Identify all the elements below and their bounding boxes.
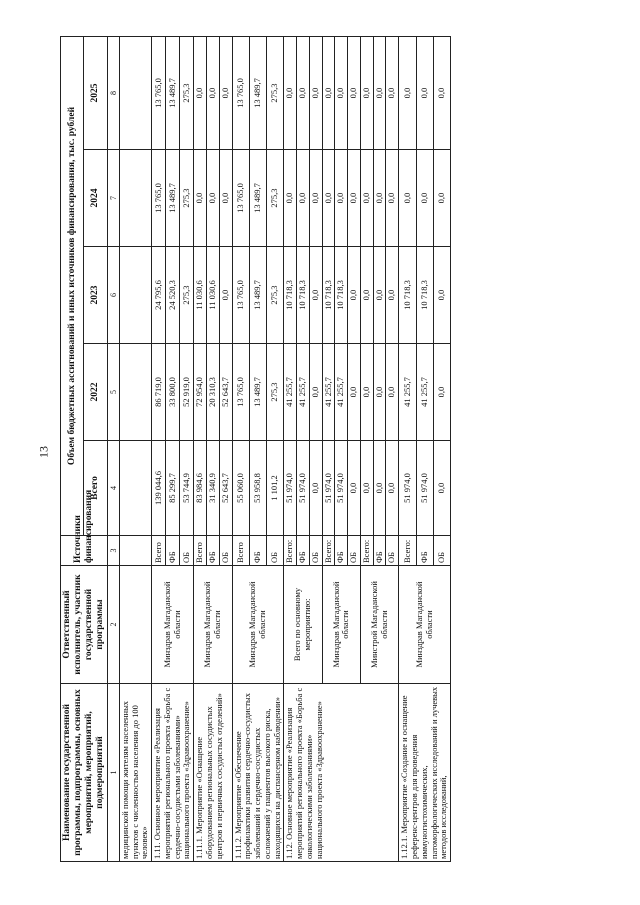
- funding-value: 0,0: [386, 441, 399, 536]
- continuation-text: медицинской помощи жителям населенных пунктов с численностью населения до 100 человек»: [119, 684, 151, 862]
- responsible-executor: Минздрав Магаданской области: [399, 566, 451, 684]
- funding-value: 0,0: [360, 36, 373, 149]
- funding-value: 13 489,7: [249, 247, 266, 344]
- funding-value: 0,0: [373, 247, 386, 344]
- funding-value: 0,0: [433, 36, 450, 149]
- funding-value: 11 030,6: [207, 247, 220, 344]
- funding-value: 51 974,0: [416, 441, 433, 536]
- funding-value: 0,0: [373, 441, 386, 536]
- funding-value: 0,0: [322, 150, 335, 247]
- funding-value: 0,0: [348, 247, 361, 344]
- activity-name: 1.12.1. Мероприятие «Создание и оснащение референс-центров для проведения иммуногистохимических, патоморфологических исследований и лучевых методов исследований,: [399, 684, 451, 862]
- funding-source: Всего: [152, 536, 166, 566]
- funding-value: 10 718,3: [297, 247, 310, 344]
- funding-value: 0,0: [433, 344, 450, 441]
- funding-value: 275,3: [267, 247, 284, 344]
- funding-value: 13 765,0: [232, 344, 249, 441]
- funding-value: 0,0: [433, 150, 450, 247]
- funding-value: 13 489,7: [166, 150, 180, 247]
- empty-cell: [119, 150, 151, 247]
- funding-value: 24 520,3: [166, 247, 180, 344]
- funding-value: 0,0: [309, 247, 322, 344]
- page-number: 13: [36, 446, 51, 458]
- funding-value: 0,0: [416, 150, 433, 247]
- funding-value: 0,0: [309, 344, 322, 441]
- funding-value: 13 765,0: [232, 150, 249, 247]
- funding-value: 0,0: [194, 150, 207, 247]
- funding-value: 0,0: [219, 247, 232, 344]
- funding-value: 0,0: [386, 150, 399, 247]
- funding-value: 0,0: [360, 344, 373, 441]
- funding-value: 0,0: [297, 36, 310, 149]
- funding-source: ФБ: [373, 536, 386, 566]
- funding-source: ОБ: [348, 536, 361, 566]
- empty-cell: [119, 566, 151, 684]
- funding-value: 52 919,0: [180, 344, 194, 441]
- funding-value: 53 744,9: [180, 441, 194, 536]
- funding-value: 55 060,0: [232, 441, 249, 536]
- header-year-total: Всего: [84, 441, 107, 536]
- header-name: Наименование государственной программы, подпрограммы, основных мероприятий, мероприятий, подмероприятий: [61, 684, 108, 862]
- table-row: [284, 36, 297, 861]
- funding-source: ФБ: [297, 536, 310, 566]
- funding-value: 41 255,7: [399, 344, 416, 441]
- funding-value: 275,3: [180, 36, 194, 149]
- funding-value: 0,0: [219, 36, 232, 149]
- funding-value: 0,0: [207, 150, 220, 247]
- funding-source: ФБ: [335, 536, 348, 566]
- funding-value: 51 974,0: [297, 441, 310, 536]
- funding-source: ФБ: [416, 536, 433, 566]
- funding-value: 20 310,3: [207, 344, 220, 441]
- funding-source: Всего:: [399, 536, 416, 566]
- funding-value: 13 489,7: [249, 344, 266, 441]
- funding-value: 13 765,0: [152, 150, 166, 247]
- funding-value: 0,0: [360, 441, 373, 536]
- empty-cell: [119, 247, 151, 344]
- responsible-executor: Минздрав Магаданской области: [232, 566, 284, 684]
- funding-value: 53 958,8: [249, 441, 266, 536]
- funding-source: ОБ: [386, 536, 399, 566]
- header-row-1: [61, 36, 84, 861]
- funding-value: 0,0: [348, 36, 361, 149]
- funding-source: Всего: [232, 536, 249, 566]
- funding-value: 33 800,0: [166, 344, 180, 441]
- funding-value: 0,0: [373, 344, 386, 441]
- rotated-table-container: [60, 37, 620, 862]
- empty-cell: [119, 344, 151, 441]
- funding-value: 0,0: [219, 150, 232, 247]
- funding-value: 0,0: [348, 441, 361, 536]
- funding-value: 11 030,6: [194, 247, 207, 344]
- column-number-row: [107, 36, 119, 861]
- funding-table: [60, 36, 451, 862]
- funding-value: 13 489,7: [166, 36, 180, 149]
- funding-source: ФБ: [207, 536, 220, 566]
- funding-value: 41 255,7: [284, 344, 297, 441]
- funding-source: Всего: [194, 536, 207, 566]
- funding-value: 275,3: [267, 150, 284, 247]
- funding-value: 41 255,7: [416, 344, 433, 441]
- header-funding-title: Объем бюджетных ассигнований и иных источников финансирования, тыс. рублей: [61, 36, 84, 535]
- funding-value: 275,3: [180, 150, 194, 247]
- funding-value: 0,0: [297, 150, 310, 247]
- funding-value: 52 643,7: [219, 344, 232, 441]
- funding-value: 31 340,9: [207, 441, 220, 536]
- funding-value: 10 718,3: [322, 247, 335, 344]
- funding-source: ОБ: [219, 536, 232, 566]
- table-row: [194, 36, 207, 861]
- funding-value: 72 954,0: [194, 344, 207, 441]
- funding-value: 0,0: [399, 150, 416, 247]
- continuation-row: [119, 36, 151, 861]
- funding-value: 41 255,7: [322, 344, 335, 441]
- funding-value: 0,0: [386, 344, 399, 441]
- funding-value: 0,0: [373, 150, 386, 247]
- responsible-executor: Всего по основному мероприятию:: [284, 566, 322, 684]
- funding-value: 13 489,7: [249, 150, 266, 247]
- funding-value: 0,0: [433, 441, 450, 536]
- funding-value: 41 255,7: [335, 344, 348, 441]
- funding-value: 24 795,6: [152, 247, 166, 344]
- funding-value: 51 974,0: [322, 441, 335, 536]
- funding-value: 0,0: [207, 36, 220, 149]
- funding-value: 139 044,6: [152, 441, 166, 536]
- col-number: 3: [107, 536, 119, 566]
- header-year-2022: 2022: [84, 344, 107, 441]
- responsible-executor: Минстрой Магаданской области: [360, 566, 398, 684]
- table-body: [61, 36, 451, 861]
- col-number: 6: [107, 247, 119, 344]
- funding-source: Всего:: [360, 536, 373, 566]
- funding-value: 0,0: [284, 150, 297, 247]
- header-source: Источники финансирования: [61, 536, 108, 566]
- funding-source: ОБ: [309, 536, 322, 566]
- col-number: 8: [107, 36, 119, 149]
- funding-value: 1 101,2: [267, 441, 284, 536]
- funding-value: 0,0: [335, 150, 348, 247]
- funding-value: 0,0: [416, 36, 433, 149]
- funding-value: 0,0: [309, 150, 322, 247]
- header-year-2025: 2025: [84, 36, 107, 149]
- empty-cell: [119, 536, 151, 566]
- funding-value: 10 718,3: [416, 247, 433, 344]
- funding-source: Всего:: [322, 536, 335, 566]
- header-year-2023: 2023: [84, 247, 107, 344]
- funding-value: 275,3: [267, 36, 284, 149]
- table-row: [152, 36, 166, 861]
- funding-value: 0,0: [309, 36, 322, 149]
- funding-value: 51 974,0: [335, 441, 348, 536]
- header-responsible: Ответственный исполнитель, участник государственной программы: [61, 566, 108, 684]
- funding-value: 0,0: [360, 150, 373, 247]
- funding-value: 0,0: [194, 36, 207, 149]
- col-number: 1: [107, 684, 119, 862]
- funding-source: ФБ: [249, 536, 266, 566]
- funding-value: 10 718,3: [335, 247, 348, 344]
- empty-cell: [119, 441, 151, 536]
- funding-value: 51 974,0: [284, 441, 297, 536]
- funding-value: 13 765,0: [232, 36, 249, 149]
- funding-value: 0,0: [322, 36, 335, 149]
- funding-value: 0,0: [309, 441, 322, 536]
- funding-value: 10 718,3: [284, 247, 297, 344]
- activity-name: 1.12. Основное мероприятие «Реализация мероприятий регионального проекта «Борьба с онкологическими заболеваниями» национального проекта «Здравоохранение»: [284, 684, 399, 862]
- funding-source: Всего:: [284, 536, 297, 566]
- col-number: 2: [107, 566, 119, 684]
- activity-name: 1.11. Основное мероприятие «Реализация мероприятий регионального проекта «Борьба с сердечно-сосудистыми заболеваниями» национального проекта «Здравоохранение»: [152, 684, 194, 862]
- col-number: 7: [107, 150, 119, 247]
- funding-value: 0,0: [360, 247, 373, 344]
- funding-value: 0,0: [386, 247, 399, 344]
- funding-value: 0,0: [348, 150, 361, 247]
- funding-value: 85 299,7: [166, 441, 180, 536]
- funding-value: 275,3: [267, 344, 284, 441]
- col-number: 5: [107, 344, 119, 441]
- funding-value: 83 984,6: [194, 441, 207, 536]
- funding-value: 13 765,0: [152, 36, 166, 149]
- header-year-2024: 2024: [84, 150, 107, 247]
- responsible-executor: Минздрав Магаданской области: [152, 566, 194, 684]
- funding-value: 275,3: [180, 247, 194, 344]
- responsible-executor: Минздрав Магаданской области: [194, 566, 232, 684]
- funding-value: 0,0: [284, 36, 297, 149]
- funding-source: ФБ: [166, 536, 180, 566]
- funding-value: 0,0: [348, 344, 361, 441]
- funding-value: 41 255,7: [297, 344, 310, 441]
- funding-value: 0,0: [373, 36, 386, 149]
- funding-value: 13 765,0: [232, 247, 249, 344]
- responsible-executor: Минздрав Магаданской области: [322, 566, 360, 684]
- funding-value: 0,0: [335, 36, 348, 149]
- table-row: [399, 36, 416, 861]
- funding-value: 86 719,0: [152, 344, 166, 441]
- activity-name: 1.11.2. Мероприятие «Обеспечение профилактики развития сердечно-сосудистых заболеваний и сердечно-сосудистых осложнений у пациентов высокого риска, находящихся на диспансерном наблюдении»: [232, 684, 284, 862]
- col-number: 4: [107, 441, 119, 536]
- funding-value: 51 974,0: [399, 441, 416, 536]
- activity-name: 1.11.1. Мероприятие «Оснащение оборудованием региональных сосудистых центров и первичных сосудистых отделений»: [194, 684, 232, 862]
- funding-source: ОБ: [267, 536, 284, 566]
- empty-cell: [119, 36, 151, 149]
- funding-value: 0,0: [433, 247, 450, 344]
- funding-value: 0,0: [399, 36, 416, 149]
- funding-source: ОБ: [180, 536, 194, 566]
- table-row: [232, 36, 249, 861]
- funding-value: 52 643,7: [219, 441, 232, 536]
- funding-value: 0,0: [386, 36, 399, 149]
- funding-value: 10 718,3: [399, 247, 416, 344]
- funding-source: ОБ: [433, 536, 450, 566]
- funding-value: 13 489,7: [249, 36, 266, 149]
